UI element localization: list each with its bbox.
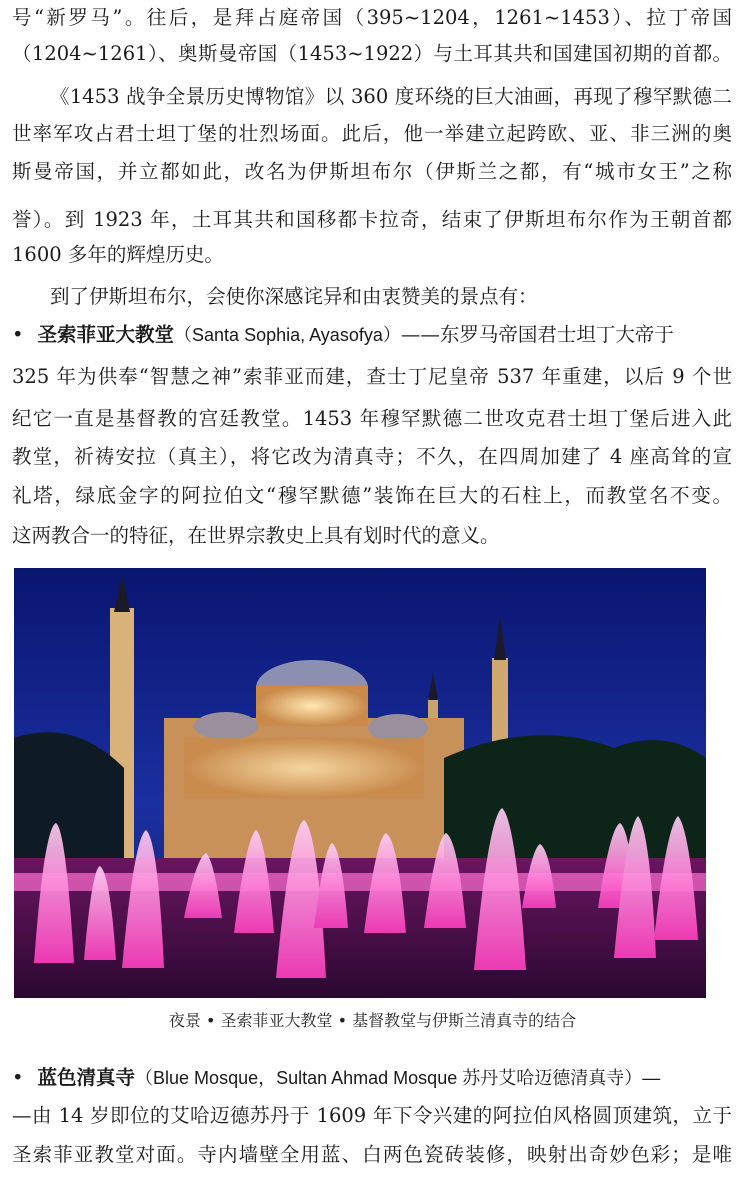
sophia-line-6: 这两教合一的特征，在世界宗教史上具有划时代的意义。	[12, 524, 500, 547]
intro-line-1: 号“新罗马”。往后，是拜占庭帝国（395~1204，1261~1453）、拉丁帝国	[12, 6, 732, 29]
sights-intro: 到了伊斯坦布尔，会使你深感诧异和由衷赞美的景点有：	[50, 285, 538, 308]
sophia-line-5: 礼塔，绿底金字的阿拉伯文“穆罕默德”装饰在巨大的石柱上，而教堂名不变。	[12, 484, 732, 507]
bullet-icon: •	[12, 323, 24, 346]
sophia-line-1	[12, 323, 732, 347]
blue-mosque-latin-name: （Blue Mosque，Sultan Ahmad Mosque 苏丹艾哈迈德清真寺）—	[135, 1068, 661, 1088]
sophia-name: 圣索菲亚大教堂	[37, 323, 175, 346]
blue-mosque-line-3: 圣索菲亚教堂对面。寺内墙壁全用蓝、白两色瓷砖装修，映射出奇妙色彩；是唯	[12, 1143, 732, 1166]
sophia-line-2: 325 年为供奉“智慧之神”索菲亚而建，查士丁尼皇帝 537 年重建，以后 9 个世	[12, 365, 732, 388]
museum-line-1: 《1453 战争全景历史博物馆》以 360 度环绕的巨大油画，再现了穆罕默德二	[50, 85, 732, 108]
hagia-sophia-night-photo	[14, 568, 706, 998]
sophia-line-4: 教堂，祈祷安拉（真主），将它改为清真寺；不久，在四周加建了 4 座高耸的宣	[12, 445, 732, 468]
museum-line-2: 世率军攻占君士坦丁堡的壮烈场面。此后，他一举建立起跨欧、亚、非三洲的奥	[12, 122, 732, 145]
sophia-line-1-rest: ——东罗马帝国君士坦丁大帝于	[400, 323, 674, 346]
museum-line-3: 斯曼帝国，并立都如此，改名为伊斯坦布尔（伊斯兰之都，有“城市女王”之称	[12, 160, 732, 183]
photo-illustration	[14, 568, 706, 998]
blue-mosque-line-1	[12, 1066, 732, 1090]
intro-line-2: （1204~1261）、奥斯曼帝国（1453~1922）与土耳其共和国建国初期的首都。	[12, 42, 732, 65]
sophia-latin-name: （Santa Sophia, Ayasofya）	[174, 325, 401, 345]
photo-caption: 夜景 • 圣索菲亚大教堂 • 基督教堂与伊斯兰清真寺的结合	[168, 1011, 577, 1030]
blue-mosque-line-2: —由 14 岁即位的艾哈迈德苏丹于 1609 年下令兴建的阿拉伯风格圆顶建筑，立于	[12, 1104, 732, 1127]
bullet-icon: •	[12, 1066, 24, 1089]
sophia-line-3: 纪它一直是基督教的宫廷教堂。1453 年穆罕默德二世攻克君士坦丁堡后进入此	[12, 407, 732, 430]
blue-mosque-name: 蓝色清真寺	[37, 1066, 136, 1089]
museum-line-4: 誉）。到 1923 年，土耳其共和国移都卡拉奇，结束了伊斯坦布尔作为王朝首都	[12, 208, 732, 231]
museum-line-5: 1600 多年的辉煌历史。	[12, 243, 224, 266]
